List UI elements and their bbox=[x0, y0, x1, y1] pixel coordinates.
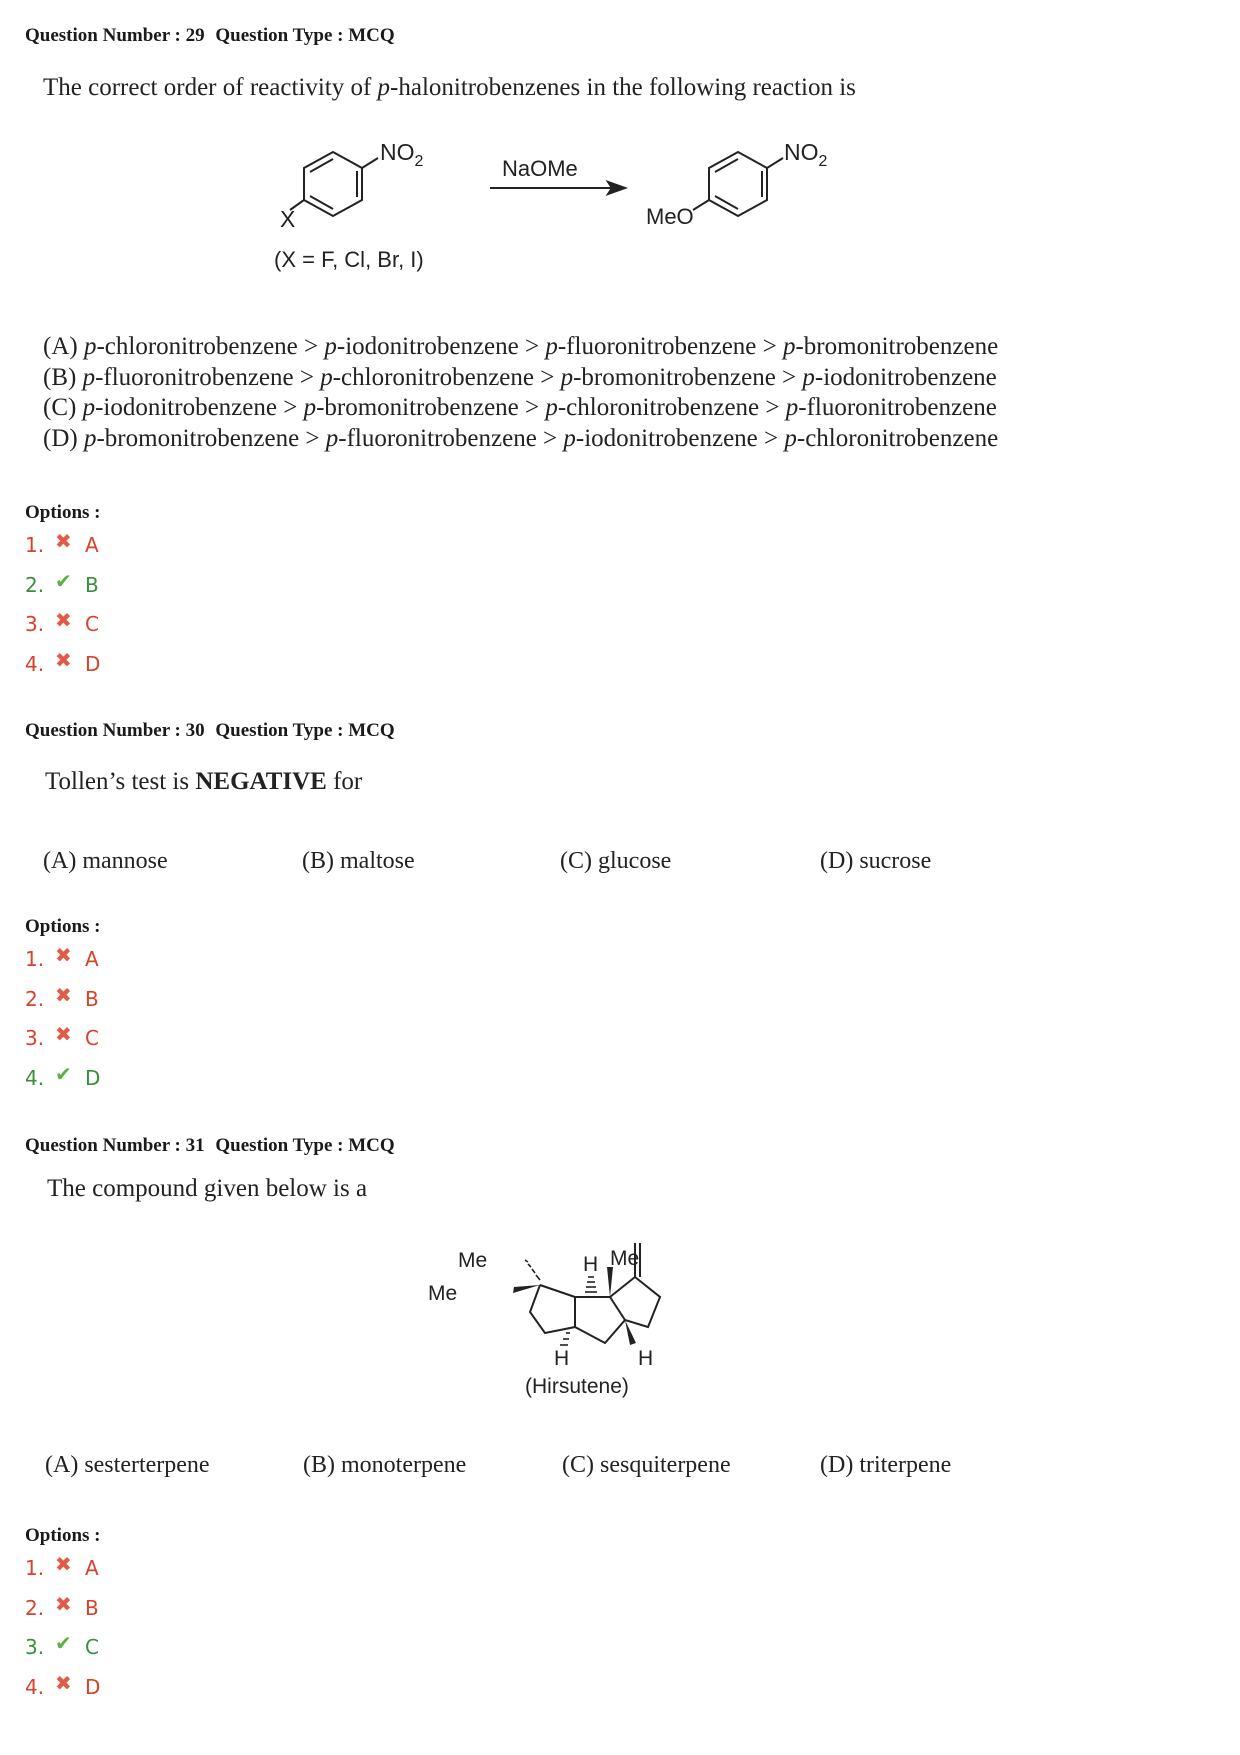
choice-d: (D) sucrose bbox=[820, 848, 932, 874]
question-stem: The correct order of reactivity of p-halonitrobenzenes in the following reaction is bbox=[43, 74, 856, 101]
option-letter: C bbox=[85, 1635, 99, 1659]
me-wedge bbox=[513, 1285, 540, 1293]
option-row bbox=[25, 1593, 99, 1623]
h-label-bottom-right: H bbox=[638, 1347, 654, 1370]
leaving-group-label: X bbox=[280, 206, 296, 232]
question-header bbox=[25, 720, 401, 742]
choice-a: (A) p-chloronitrobenzene > p-iodonitrobenzene > p-fluoronitrobenzene > p-bromonitrobenzene bbox=[43, 333, 999, 360]
option-letter: A bbox=[85, 1556, 99, 1580]
checkmark-icon: ✔ bbox=[55, 1631, 72, 1655]
cross-icon: ✖ bbox=[55, 1022, 72, 1046]
option-letter: C bbox=[85, 1026, 99, 1050]
question-header bbox=[25, 1135, 401, 1157]
option-row bbox=[25, 649, 100, 679]
question-number: Question Number : 31 bbox=[25, 1135, 205, 1156]
choice-a: (A) mannose bbox=[43, 848, 168, 874]
question-type: Question Type : MCQ bbox=[215, 1135, 395, 1156]
choice-c: (C) sesquiterpene bbox=[562, 1452, 731, 1478]
option-letter: D bbox=[85, 1674, 101, 1699]
reactant-benzene-ring bbox=[290, 152, 378, 216]
option-letter: B bbox=[85, 1595, 99, 1620]
choice-b: (B) maltose bbox=[302, 848, 415, 874]
option-number: 4. bbox=[25, 651, 45, 676]
me-label-top: Me bbox=[458, 1249, 488, 1272]
option-row bbox=[25, 1672, 100, 1702]
checkmark-icon: ✔ bbox=[55, 568, 72, 593]
question-stem: The compound given below is a bbox=[47, 1175, 368, 1202]
option-number: 2. bbox=[25, 1595, 45, 1620]
option-number: 1. bbox=[25, 947, 45, 971]
option-row bbox=[25, 1023, 99, 1053]
option-number: 3. bbox=[25, 612, 45, 636]
cross-icon: ✖ bbox=[55, 608, 72, 632]
option-row bbox=[25, 570, 99, 600]
option-letter: D bbox=[85, 1065, 101, 1090]
option-letter: A bbox=[85, 533, 99, 557]
option-number: 2. bbox=[25, 986, 45, 1011]
reactant-no2-label: $NO_2$ bbox=[380, 139, 424, 170]
product-benzene-ring bbox=[693, 152, 783, 216]
choice-d: (D) triterpene bbox=[820, 1452, 952, 1478]
option-letter: D bbox=[85, 651, 101, 676]
option-number: 3. bbox=[25, 1635, 45, 1659]
option-row bbox=[25, 609, 99, 639]
me-label-left: Me bbox=[428, 1282, 458, 1305]
cross-icon: ✖ bbox=[55, 647, 72, 672]
x-values-label: (X = F, Cl, Br, I) bbox=[274, 247, 424, 272]
question-stem: Tollen’s test is NEGATIVE for bbox=[45, 768, 363, 795]
option-row bbox=[25, 1063, 100, 1093]
options-label: Options : bbox=[25, 502, 101, 523]
choice-b: (B) monoterpene bbox=[303, 1452, 467, 1478]
question-header bbox=[25, 25, 401, 47]
h-label-top: H bbox=[583, 1253, 599, 1276]
question-number: Question Number : 30 bbox=[25, 720, 205, 741]
cross-icon: ✖ bbox=[55, 1552, 72, 1576]
reagent-label: NaOMe bbox=[502, 156, 578, 181]
product-no2-label: $NO_2$ bbox=[784, 139, 828, 170]
choice-b: (B) p-fluoronitrobenzene > p-chloronitrobenzene > p-bromonitrobenzene > p-iodonitrobenzene bbox=[43, 363, 997, 391]
choice-c: (C) glucose bbox=[560, 848, 672, 874]
option-letter: A bbox=[85, 947, 99, 971]
option-row bbox=[25, 984, 99, 1014]
me-label-right: Me bbox=[610, 1247, 640, 1270]
h-label-bottom-left: H bbox=[554, 1347, 570, 1370]
option-letter: C bbox=[85, 612, 99, 636]
option-letter: B bbox=[85, 986, 99, 1011]
reaction-scheme bbox=[274, 130, 900, 280]
reaction-arrow bbox=[490, 182, 625, 194]
option-number: 3. bbox=[25, 1026, 45, 1050]
choices-list bbox=[43, 332, 998, 454]
checkmark-icon: ✔ bbox=[55, 1061, 72, 1086]
option-number: 2. bbox=[25, 572, 45, 597]
product-meo-label: MeO bbox=[646, 204, 694, 229]
option-number: 1. bbox=[25, 533, 45, 557]
options-label: Options : bbox=[25, 1525, 101, 1546]
choice-d: (D) p-bromonitrobenzene > p-fluoronitrobenzene > p-iodonitrobenzene > p-chloronitrobenzene bbox=[43, 424, 999, 452]
cross-icon: ✖ bbox=[55, 1670, 72, 1695]
cross-icon: ✖ bbox=[55, 943, 72, 967]
cross-icon: ✖ bbox=[55, 529, 72, 553]
cross-icon: ✖ bbox=[55, 1591, 72, 1616]
options-label: Options : bbox=[25, 916, 101, 937]
option-number: 4. bbox=[25, 1065, 45, 1090]
option-row bbox=[25, 1553, 99, 1583]
option-number: 1. bbox=[25, 1556, 45, 1580]
question-type: Question Type : MCQ bbox=[215, 25, 395, 46]
compound-name: (Hirsutene) bbox=[525, 1375, 629, 1398]
question-number: Question Number : 29 bbox=[25, 25, 205, 46]
choice-a: (A) sesterterpene bbox=[45, 1452, 210, 1478]
option-row bbox=[25, 530, 99, 560]
option-row bbox=[25, 944, 99, 974]
choice-c: (C) p-iodonitrobenzene > p-bromonitrobenzene > p-chloronitrobenzene > p-fluoronitrobenzene bbox=[43, 394, 997, 421]
question-type: Question Type : MCQ bbox=[215, 720, 395, 741]
cross-icon: ✖ bbox=[55, 982, 72, 1007]
option-row bbox=[25, 1632, 99, 1662]
option-number: 4. bbox=[25, 1674, 45, 1699]
hirsutene-structure bbox=[428, 1235, 710, 1405]
option-letter: B bbox=[85, 572, 99, 597]
